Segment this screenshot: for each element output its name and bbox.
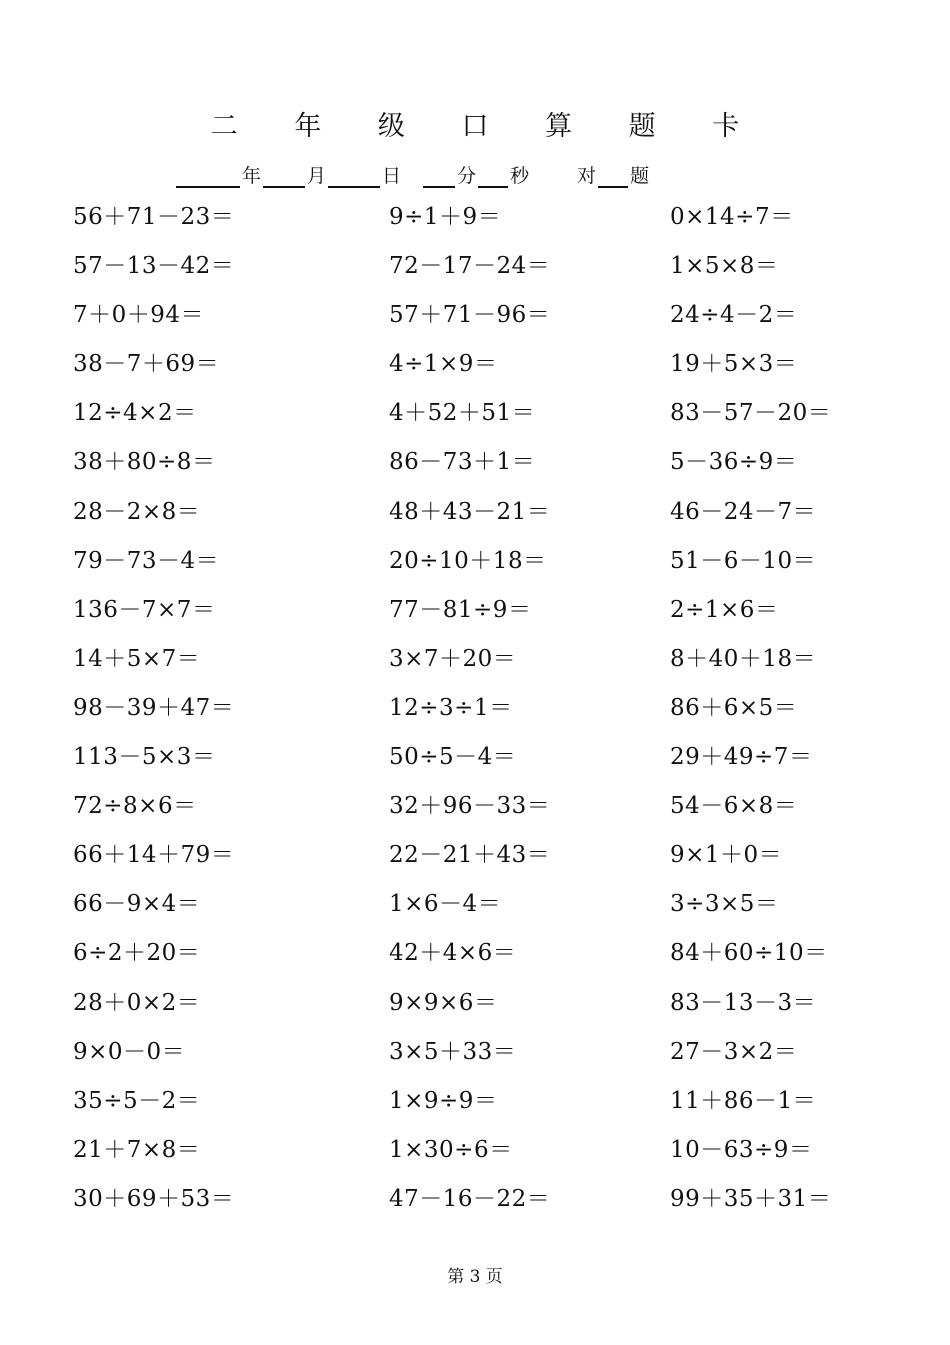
- problem-item: 9×1＋0＝: [670, 842, 783, 869]
- problem-item: 57－13－42＝: [73, 253, 235, 280]
- day-blank[interactable]: [328, 162, 380, 188]
- problem-item: 3×7＋20＝: [389, 645, 517, 672]
- problem-row: [73, 1027, 913, 1076]
- problem-row: [73, 732, 913, 781]
- problem-item: 12÷3÷1＝: [389, 694, 513, 721]
- page-title: 二 年 级 口 算 题 卡: [210, 111, 764, 142]
- problem-grid: [73, 192, 913, 1223]
- problem-item: 30＋69＋53＝: [73, 1185, 235, 1212]
- page-number: 第 3 页: [447, 1267, 503, 1287]
- problem-item: 9×9×6＝: [389, 989, 498, 1016]
- problem-item: 84＋60÷10＝: [670, 940, 828, 967]
- problem-item: 0×14÷7＝: [670, 204, 794, 230]
- problem-row: [73, 879, 913, 928]
- problem-item: 29＋49÷7＝: [670, 744, 813, 771]
- problem-row: [73, 241, 913, 290]
- problem-item: 20÷10＋18＝: [389, 547, 547, 574]
- problem-row: [73, 978, 913, 1027]
- day-label: 日: [382, 165, 402, 187]
- problem-row: [73, 683, 913, 732]
- problem-row: [73, 192, 913, 241]
- problem-item: 72÷8×6＝: [73, 793, 197, 820]
- problem-item: 56＋71－23＝: [73, 204, 235, 230]
- problem-item: 9×0－0＝: [73, 1038, 186, 1065]
- problem-item: 50÷5－4＝: [389, 744, 517, 771]
- problem-item: 42＋4×6＝: [389, 940, 517, 967]
- problem-item: 12÷4×2＝: [73, 400, 197, 427]
- second-label: 秒: [510, 165, 530, 187]
- year-label: 年: [242, 165, 262, 187]
- problem-row: [73, 1125, 913, 1174]
- problem-item: 86－73＋1＝: [389, 449, 536, 476]
- info-line: [174, 158, 649, 188]
- month-blank[interactable]: [263, 162, 305, 188]
- problem-item: 1×9÷9＝: [389, 1087, 498, 1114]
- problem-item: 1×30÷6＝: [389, 1136, 513, 1163]
- problem-row: [73, 339, 913, 388]
- problem-item: 38－7＋69＝: [73, 351, 220, 378]
- problem-item: 5－36÷9＝: [670, 449, 798, 476]
- problem-item: 86＋6×5＝: [670, 694, 798, 721]
- problem-item: 38＋80÷8＝: [73, 449, 216, 476]
- problem-row: [73, 437, 913, 486]
- minute-label: 分: [457, 165, 477, 187]
- problem-item: 10－63÷9＝: [670, 1136, 813, 1163]
- problem-item: 32＋96－33＝: [389, 793, 551, 820]
- problem-item: 72－17－24＝: [389, 253, 551, 280]
- problem-item: 8＋40＋18＝: [670, 645, 817, 672]
- problem-item: 98－39＋47＝: [73, 694, 235, 721]
- month-label: 月: [307, 165, 327, 187]
- problem-item: 21＋7×8＝: [73, 1136, 201, 1163]
- problem-item: 19＋5×3＝: [670, 351, 798, 378]
- problem-item: 14＋5×7＝: [73, 645, 201, 672]
- problem-row: [73, 1076, 913, 1125]
- problem-item: 3×5＋33＝: [389, 1038, 517, 1065]
- problem-row: [73, 1174, 913, 1223]
- problem-item: 83－13－3＝: [670, 989, 817, 1016]
- problem-item: 11＋86－1＝: [670, 1087, 817, 1114]
- problem-item: 51－6－10＝: [670, 547, 817, 574]
- questions-label: 题: [630, 165, 650, 187]
- problem-item: 54－6×8＝: [670, 793, 798, 820]
- problem-item: 27－3×2＝: [670, 1038, 798, 1065]
- problem-item: 35÷5－2＝: [73, 1087, 201, 1114]
- problem-row: [73, 487, 913, 536]
- correct-blank[interactable]: [598, 162, 628, 188]
- problem-item: 28＋0×2＝: [73, 989, 201, 1016]
- correct-label: 对: [577, 165, 597, 187]
- minute-blank[interactable]: [423, 162, 455, 188]
- problem-row: [73, 536, 913, 585]
- year-blank[interactable]: [176, 162, 240, 188]
- problem-row: [73, 928, 913, 977]
- problem-item: 99＋35＋31＝: [670, 1185, 832, 1212]
- problem-row: [73, 585, 913, 634]
- problem-item: 1×6－4＝: [389, 891, 502, 918]
- problem-item: 66＋14＋79＝: [73, 842, 235, 869]
- problem-item: 136－7×7＝: [73, 596, 216, 623]
- problem-item: 22－21＋43＝: [389, 842, 551, 869]
- problem-row: [73, 388, 913, 437]
- problem-item: 9÷1＋9＝: [389, 204, 502, 230]
- problem-row: [73, 634, 913, 683]
- problem-item: 7＋0＋94＝: [73, 302, 205, 329]
- problem-item: 24÷4－2＝: [670, 302, 798, 329]
- problem-item: 28－2×8＝: [73, 498, 201, 525]
- problem-item: 4＋52＋51＝: [389, 400, 536, 427]
- problem-item: 79－73－4＝: [73, 547, 220, 574]
- problem-row: [73, 781, 913, 830]
- problem-item: 66－9×4＝: [73, 891, 201, 918]
- problem-item: 83－57－20＝: [670, 400, 832, 427]
- problem-item: 57＋71－96＝: [389, 302, 551, 329]
- problem-item: 2÷1×6＝: [670, 596, 779, 623]
- problem-item: 77－81÷9＝: [389, 596, 532, 623]
- problem-row: [73, 290, 913, 339]
- problem-item: 48＋43－21＝: [389, 498, 551, 525]
- problem-row: [73, 830, 913, 879]
- problem-item: 4÷1×9＝: [389, 351, 498, 378]
- problem-item: 46－24－7＝: [670, 498, 817, 525]
- problem-item: 47－16－22＝: [389, 1185, 551, 1212]
- problem-item: 6÷2＋20＝: [73, 940, 201, 967]
- second-blank[interactable]: [478, 162, 508, 188]
- problem-item: 113－5×3＝: [73, 744, 216, 771]
- problem-item: 1×5×8＝: [670, 253, 779, 280]
- problem-item: 3÷3×5＝: [670, 891, 779, 918]
